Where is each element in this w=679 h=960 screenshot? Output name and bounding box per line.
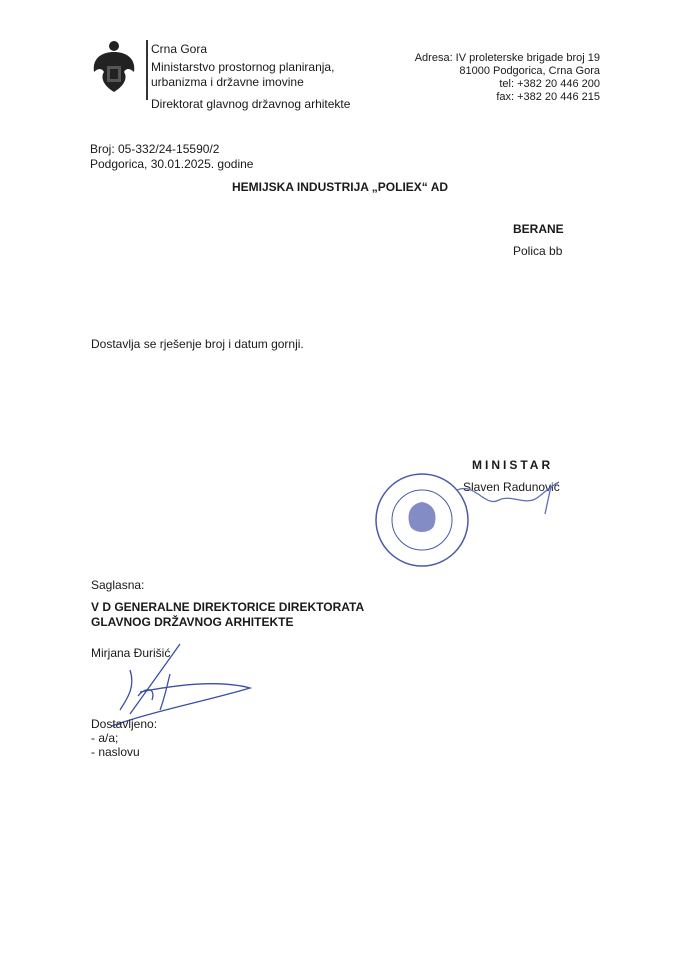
minister-title: MINISTAR xyxy=(472,458,554,472)
fax: fax: +382 20 446 215 xyxy=(496,91,600,103)
recipient-street: Polica bb xyxy=(513,244,563,258)
reference-number: Broj: 05-332/24-15590/2 xyxy=(90,142,220,156)
delivered-item: - naslovu xyxy=(91,745,140,759)
address-line2: 81000 Podgorica, Crna Gora xyxy=(459,65,600,77)
minister-name: Slaven Radunović xyxy=(463,480,560,494)
minister-signature-icon xyxy=(455,478,565,518)
approver-signature-icon xyxy=(60,640,260,730)
delivered-label: Dostavljeno: xyxy=(91,717,158,731)
telephone: tel: +382 20 446 200 xyxy=(499,78,600,90)
approver-name: Mirjana Đurišić xyxy=(91,646,171,660)
approval-title-line2: GLAVNOG DRŽAVNOG ARHITEKTE xyxy=(91,615,294,629)
directorate-name: Direktorat glavnog državnog arhitekte xyxy=(151,97,351,111)
country-name: Crna Gora xyxy=(151,42,208,56)
recipient-name: HEMIJSKA INDUSTRIJA „POLIEX“ AD xyxy=(232,180,449,194)
header-divider xyxy=(146,40,148,100)
recipient-city: BERANE xyxy=(513,222,564,236)
approval-label: Saglasna: xyxy=(91,578,145,592)
ministry-line2: urbanizma i državne imovine xyxy=(151,75,304,89)
coat-of-arms-icon xyxy=(88,38,140,96)
place-date: Podgorica, 30.01.2025. godine xyxy=(90,157,254,171)
delivered-item: - a/a; xyxy=(91,731,119,745)
approval-title-line1: V D GENERALNE DIREKTORICE DIREKTORATA xyxy=(91,600,365,614)
body-text: Dostavlja se rješenje broj i datum gornji. xyxy=(91,337,304,351)
address-line1: Adresa: IV proleterske brigade broj 19 xyxy=(414,52,600,64)
ministry-line1: Ministarstvo prostornog planiranja, xyxy=(151,60,335,74)
